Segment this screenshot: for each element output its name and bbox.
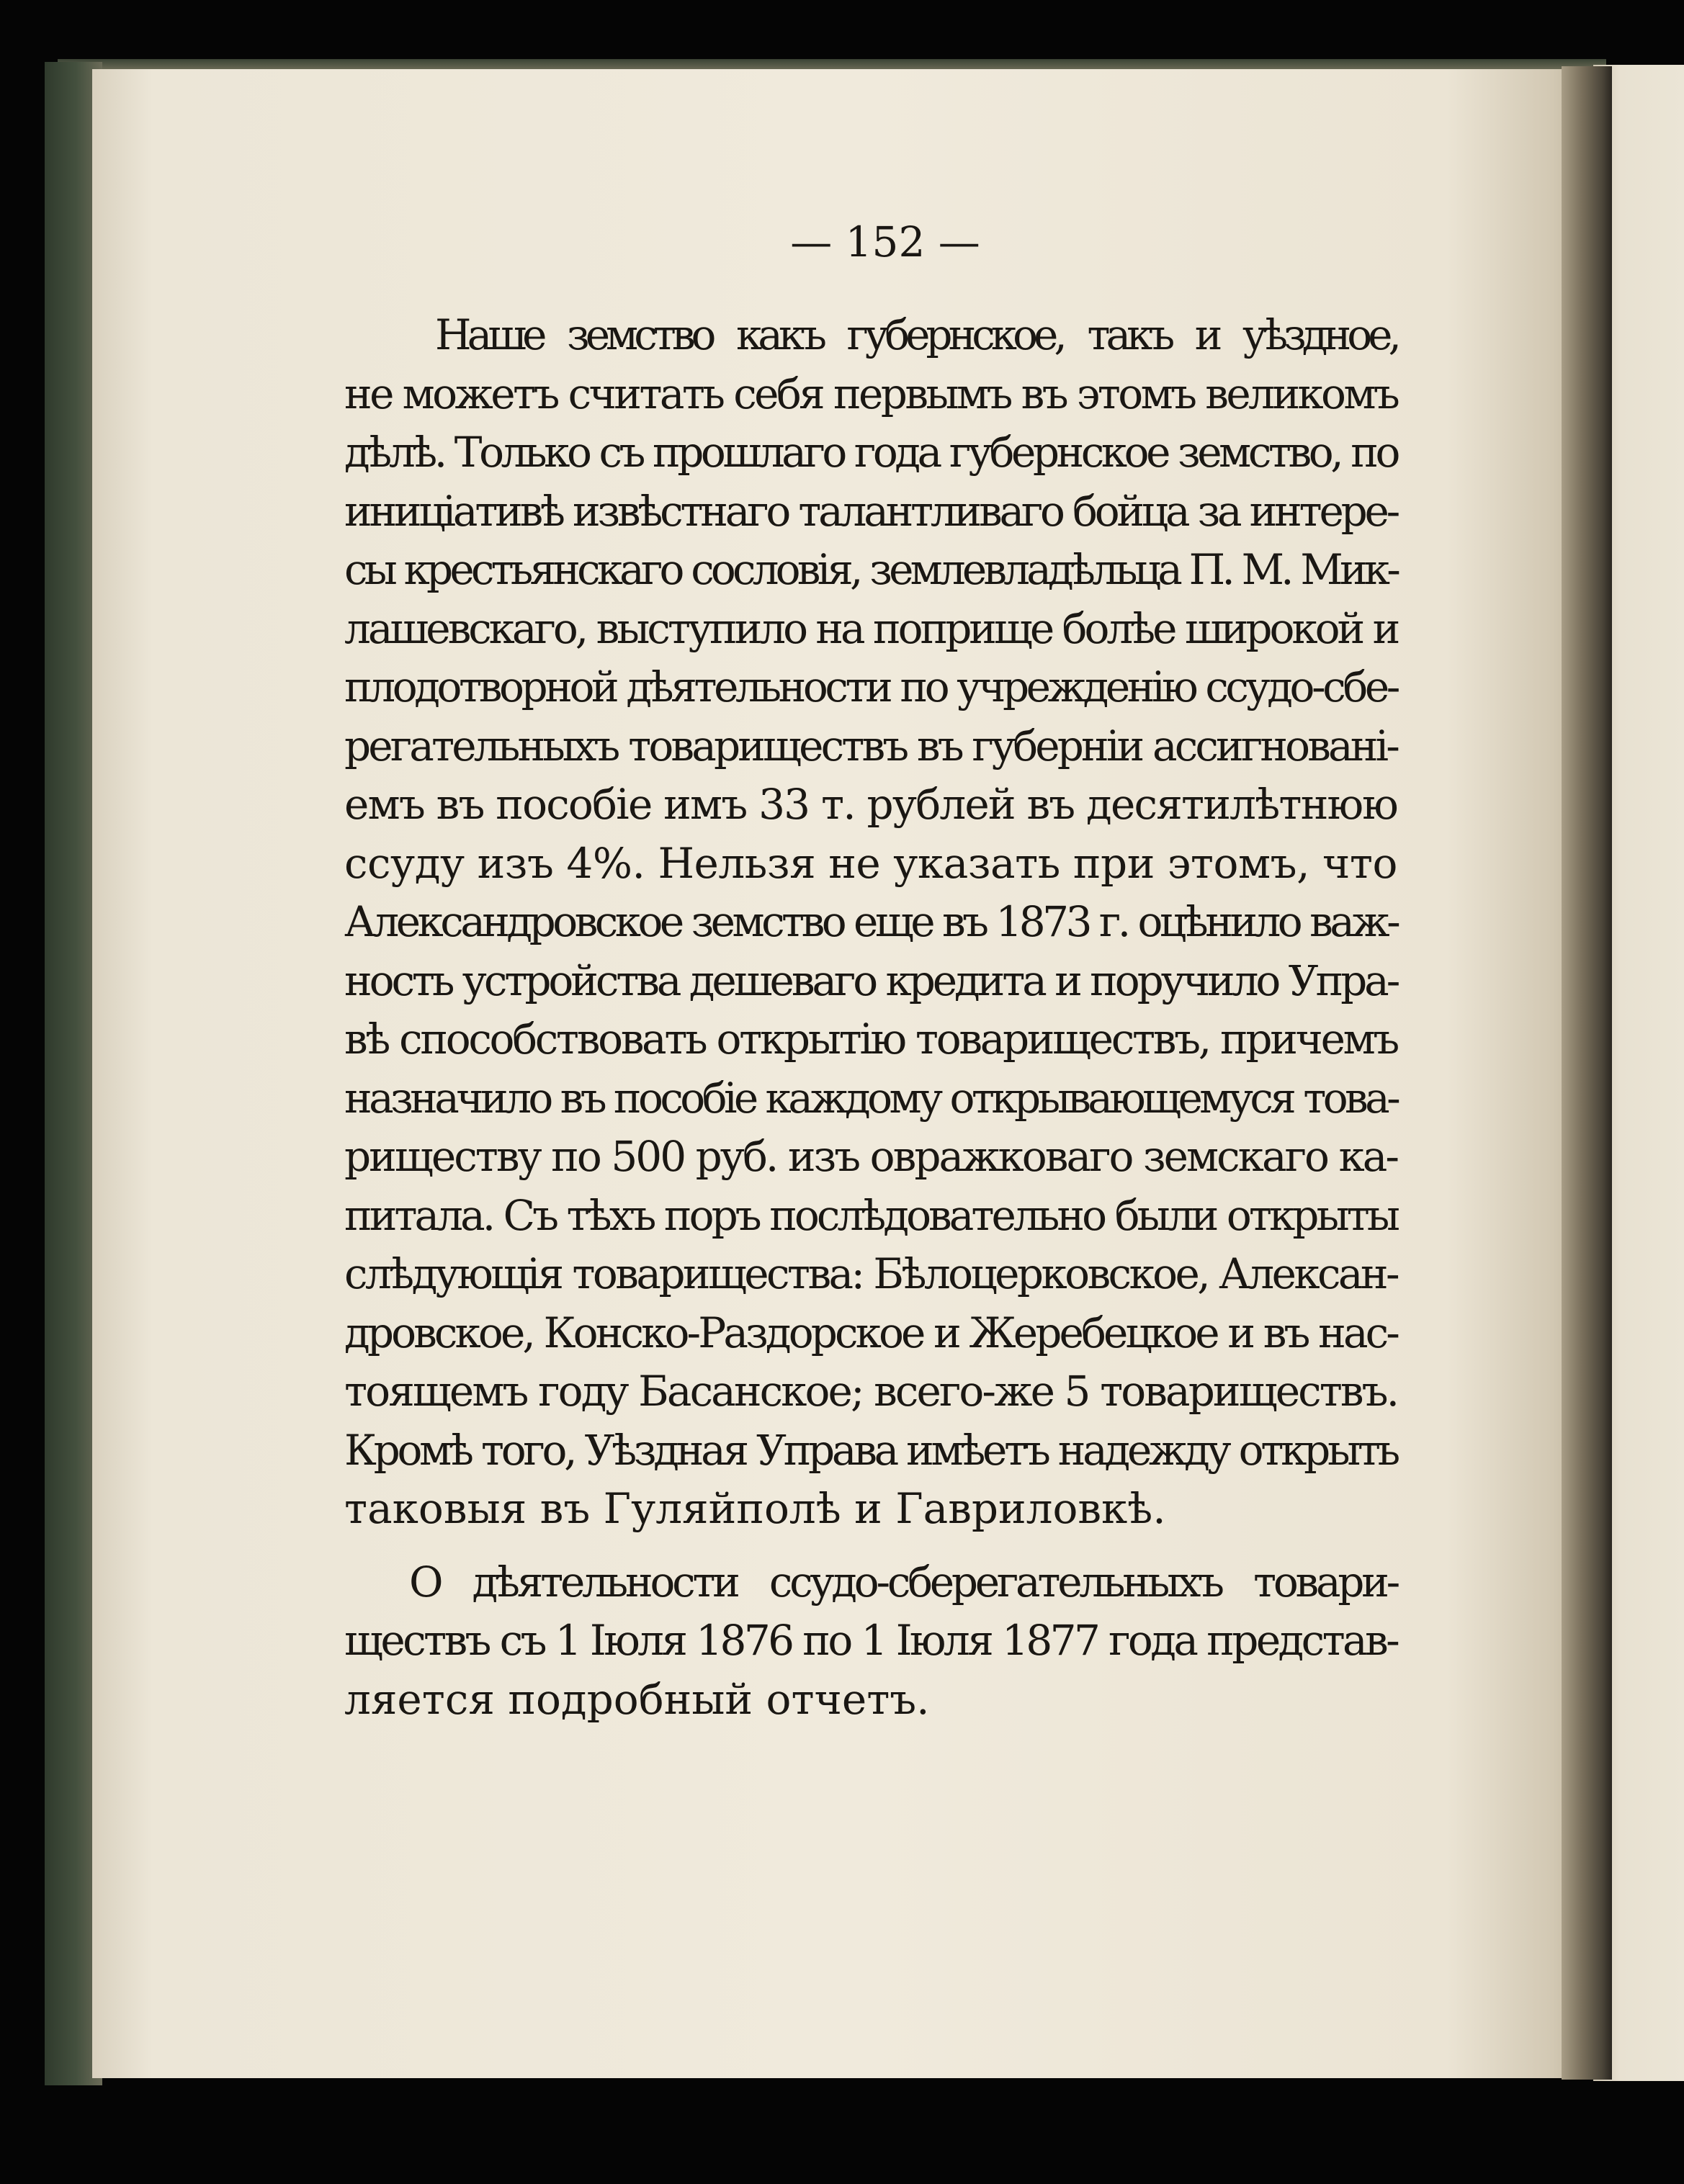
text-line: сы крестьянскаго сословія, землевладѣльца П. М. Мик- bbox=[344, 545, 1397, 594]
text-line: ность устройства дешеваго кредита и поручило Упра- bbox=[344, 956, 1398, 1005]
text-line: риществу по 500 руб. изъ овражковаго земскаго ка- bbox=[344, 1132, 1397, 1181]
text-line: таковыя въ Гуляйполѣ и Гавриловкѣ. bbox=[344, 1484, 1166, 1533]
text-line: ляется подробный отчетъ. bbox=[344, 1674, 930, 1724]
text-line: питала. Съ тѣхъ поръ послѣдовательно были открыты bbox=[344, 1190, 1397, 1240]
text-line: плодотворной дѣятельности по учрежденію ссудо-сбе- bbox=[344, 662, 1397, 711]
page-text bbox=[344, 306, 1397, 1729]
text-line: дровское, Конско-Раздорское и Жеребецкое и въ нас- bbox=[344, 1308, 1397, 1357]
text-line: регательныхъ товариществъ въ губерніи ассигнованi- bbox=[344, 721, 1397, 770]
text-line: слѣдующія товарищества: Бѣлоцерковское, Алексан- bbox=[344, 1249, 1397, 1298]
text-line: Кромѣ того, Уѣздная Управа имѣетъ надежду открыть bbox=[344, 1425, 1397, 1475]
text-line: не можетъ считать себя первымъ въ этомъ великомъ bbox=[344, 369, 1398, 418]
text-line: ществъ съ 1 Іюля 1876 по 1 Іюля 1877 года представ- bbox=[344, 1616, 1398, 1665]
text-line: О дѣятельности ссудо-сберегательныхъ товари- bbox=[409, 1557, 1397, 1606]
text-line: Александровское земство еще въ 1873 г. оцѣнило важ- bbox=[344, 897, 1398, 946]
paragraph-2 bbox=[344, 1553, 1397, 1730]
text-line: емъ въ пособіе имъ 33 т. рублей въ десятилѣтнюю bbox=[344, 780, 1397, 829]
text-line: иниціативѣ извѣстнаго талантливаго бойца за интере- bbox=[344, 486, 1398, 536]
text-line: вѣ способствовать открытію товариществъ, причемъ bbox=[344, 1015, 1398, 1064]
book-gutter bbox=[1562, 66, 1612, 2080]
text-line: назначило въ пособіе каждому открывающемуся това- bbox=[344, 1073, 1398, 1123]
page-number: — 152 — bbox=[790, 217, 980, 266]
text-line: дѣлѣ. Только съ прошлаго года губернское земство, по bbox=[344, 428, 1397, 477]
paragraph-1 bbox=[344, 306, 1397, 1539]
text-line: тоящемъ году Басанское; всего-же 5 товариществъ. bbox=[344, 1367, 1398, 1416]
text-line: Наше земство какъ губернское, такъ и уѣздное, bbox=[435, 310, 1397, 359]
text-line: ссуду изъ 4%. Нельзя не указать при этомъ, что bbox=[344, 838, 1398, 888]
text-line: лашевскаго, выступило на поприще болѣе широкой и bbox=[344, 603, 1398, 653]
